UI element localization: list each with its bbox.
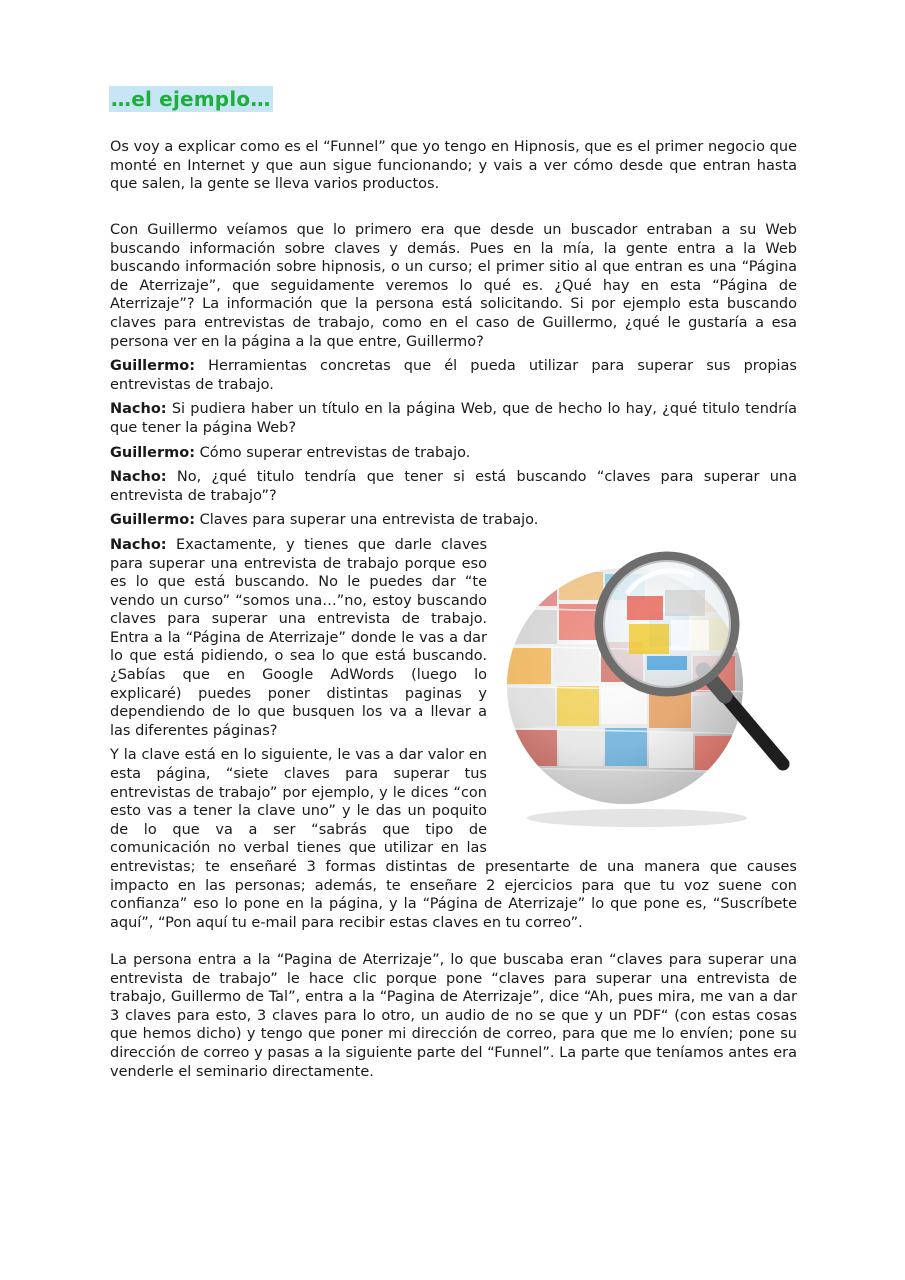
dialogue-text: Exactamente, y tienes que darle claves para superar una entrevista de trabajo porque eso es lo que está buscando. No le puedes dar “te vendo un curso” “somos una…”no, estoy buscando claves para superar una entrevista de trabajo. Entra a la “Página de Aterrizaje” donde le vas a dar lo que está pidiendo, o sea lo que está buscando. ¿Sabías que en Google AdWords (luego lo explicaré) puedes poner distintas paginas y dependiendo de lo que busquen los va a llevar a las diferentes páginas? — [110, 536, 487, 739]
intro-paragraph: Os voy a explicar como es el “Funnel” que yo tengo en Hipnosis, que es el primer negocio que monté en Internet y que aun sigue funcionando; y vais a ver cómo desde que entran hasta que salen, la gente se lleva varios productos. — [110, 139, 797, 193]
dialogue-line — [110, 400, 797, 437]
paragraph-clave: Y la clave está en lo siguiente, le vas a dar valor en esta página, “siete claves para superar tus entrevistas de trabajo” por ejemplo, y le dices “con esto vas a tener la clave uno” y le das un poquito de lo que va a ser “sabrás que tipo de comunicación no verbal tienes que utilizar en las entrevistas; te enseñaré 3 formas distintas de presentarte de una manera que causes impacto en las personas; además, te enseñare 2 ejercicios para que tu voz suene con confianza” eso lo pone en la página, y la “Página de Aterrizaje” lo que pone es, “Suscríbete aquí”, “Pon aquí tu e-mail para recibir estas claves en tu correo”. — [110, 747, 797, 931]
dialogue-text: No, ¿qué titulo tendría que tener si está buscando “claves para superar una entrevista de trabajo”? — [110, 469, 797, 504]
speaker-name: Guillermo: — [110, 512, 195, 529]
paragraph-guillermo-context: Con Guillermo veíamos que lo primero era que desde un buscador entraban a su Web buscando información sobre claves y demás. Pues en la mía, la gente entra a la Web buscando información sobre hipnosis, o un curso; el primer sitio al que entran es una “Página de Aterrizaje”, que seguidamente veremos lo qué es. ¿Qué hay en esta “Página de Aterrizaje”? La información que la persona está solicitando. Si por ejemplo esta buscando claves para entrevistas de trabajo, como en el caso de Guillermo, ¿qué le gustaría a esa persona ver en la página a la que entre, Guillermo? — [110, 222, 797, 350]
intro-block — [110, 138, 797, 200]
speaker-name: Nacho: — [110, 536, 167, 553]
paragraph-closing: La persona entra a la “Pagina de Aterrizaje”, lo que buscaba eran “claves para superar una entrevista de trabajo” le hace clic porque pone “claves para superar una entrevista de trabajo, Guillermo de Tal”, entra a la “Pagina de Aterrizaje”, dice “Ah, pues mira, me van a dar 3 claves para esto, 3 claves para lo otro, un audio de no se que y un PDF“ (con estas cosas que hemos dicho) y tengo que poner mi dirección de correo, para que me lo envíen; pone su dirección de correo y pasas a la siguiente parte del “Funnel”. La parte que teníamos antes era venderle el seminario directamente. — [110, 952, 797, 1080]
dialogue-line — [110, 468, 797, 505]
dialogue-line — [110, 444, 797, 463]
body-block — [110, 221, 797, 938]
dialogue-text: Herramientas concretas que él pueda utilizar para superar sus propias entrevistas de trabajo. — [110, 358, 797, 393]
dialogue-text: Cómo superar entrevistas de trabajo. — [195, 444, 471, 461]
section-heading: …el ejemplo… — [111, 87, 271, 111]
globe-magnifier-illustration — [497, 536, 797, 836]
speaker-name: Guillermo: — [110, 358, 195, 375]
dialogue-text: Claves para superar una entrevista de trabajo. — [195, 512, 539, 529]
dialogue-line — [110, 511, 797, 530]
speaker-name: Guillermo: — [110, 444, 195, 461]
speaker-name: Nacho: — [110, 401, 167, 418]
dialogue-text: Si pudiera haber un título en la página Web, que de hecho lo hay, ¿qué titulo tendría que tener la página Web? — [110, 401, 797, 436]
closing-block — [110, 951, 797, 1087]
speaker-name: Nacho: — [110, 469, 167, 486]
dialogue-line — [110, 357, 797, 394]
magnifier-icon — [497, 536, 797, 836]
